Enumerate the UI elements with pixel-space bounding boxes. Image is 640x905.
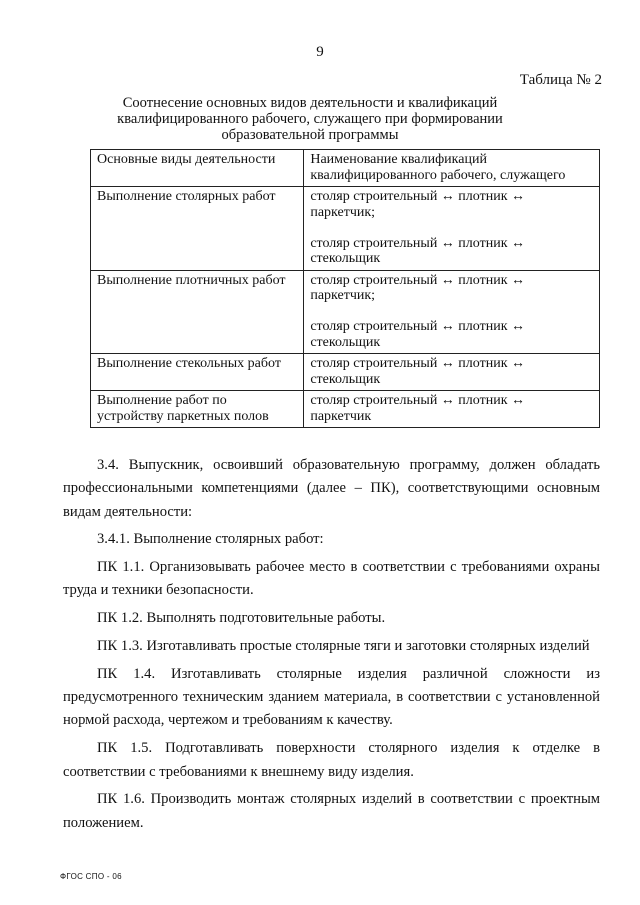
paragraph: 3.4.1. Выполнение столярных работ: — [97, 531, 324, 548]
qualification-text: стекольщик — [310, 251, 381, 266]
qualification-text: столяр строительный ↔ плотник ↔ — [310, 393, 526, 408]
paragraph: ПК 1.6. Производить монтаж столярных изделий в соответствии с проектным положением. — [63, 791, 600, 831]
qualification-text: столяр строительный ↔ плотник ↔ — [310, 272, 526, 288]
footer-mark: ФГОС СПО - 06 — [60, 872, 122, 881]
qualification-text: стекольщик — [310, 371, 381, 387]
activity-text: Выполнение работ по — [97, 393, 227, 408]
header-text: Наименование квалификаций — [310, 152, 487, 167]
qualification-text: столяр строительный ↔ плотник ↔ — [310, 235, 526, 251]
page-number: 9 — [316, 44, 324, 60]
table-row — [91, 187, 600, 271]
header-text: квалифицированного рабочего, служащего — [310, 167, 566, 183]
qualifications-table — [90, 149, 600, 428]
qualification-text: паркетчик — [310, 408, 372, 424]
table-header-activities — [91, 150, 304, 187]
table-header-row — [91, 150, 600, 187]
table-title-line: образовательной программы — [221, 127, 399, 143]
qualification-cell — [304, 391, 600, 428]
activity-cell — [91, 187, 304, 271]
qualification-cell — [304, 270, 600, 354]
activity-text: Выполнение плотничных работ — [97, 272, 286, 288]
header-text: Основные виды деятельности — [97, 152, 276, 167]
qualification-text: паркетчик; — [310, 288, 376, 303]
activity-text: Выполнение стекольных работ — [97, 356, 281, 371]
qualification-cell — [304, 354, 600, 391]
paragraph: ПК 1.4. Изготавливать столярные изделия различной сложности из предусмотренного техническим зданием материала, в соответствии с установленной нормой расхода, чертежом и требованиям к качеству. — [63, 665, 600, 729]
qualification-text: паркетчик; — [310, 204, 376, 220]
activity-cell — [91, 391, 304, 428]
table-row — [91, 354, 600, 391]
qualification-text: столяр строительный ↔ плотник ↔ — [310, 356, 526, 371]
table-title-line: квалифицированного рабочего, служащего при формировании — [117, 111, 503, 127]
table-title-line: Соотнесение основных видов деятельности и квалификаций — [122, 95, 498, 111]
paragraph: ПК 1.2. Выполнять подготовительные работы. — [97, 610, 386, 627]
paragraph: 3.4. Выпускник, освоивший образовательную программу, должен обладать профессиональными компетенциями (далее – ПК), соответствующими основным видам деятельности: — [63, 457, 600, 520]
table-header-qualifications — [304, 150, 600, 187]
qualification-text: столяр строительный ↔ плотник ↔ — [310, 189, 526, 204]
paragraph: ПК 1.3. Изготавливать простые столярные тяги и заготовки столярных изделий — [97, 638, 590, 655]
paragraph: ПК 1.5. Подготавливать поверхности столярного изделия к отделке в соответствии с требованиями к внешнему виду изделия. — [63, 740, 600, 780]
qualification-text: стекольщик — [310, 334, 381, 350]
table-row — [91, 270, 600, 354]
activity-cell — [91, 354, 304, 391]
activity-text: Выполнение столярных работ — [97, 189, 276, 204]
table-title — [100, 95, 520, 143]
body-text — [63, 454, 600, 839]
qualification-text: столяр строительный ↔ плотник ↔ — [310, 319, 526, 334]
activity-text: устройству паркетных полов — [97, 408, 269, 424]
table-label: Таблица № 2 — [519, 72, 602, 88]
activity-cell — [91, 270, 304, 354]
qualification-cell — [304, 187, 600, 271]
paragraph: ПК 1.1. Организовывать рабочее место в соответствии с требованиями охраны труда и техники безопасности. — [63, 559, 600, 599]
table-row — [91, 391, 600, 428]
